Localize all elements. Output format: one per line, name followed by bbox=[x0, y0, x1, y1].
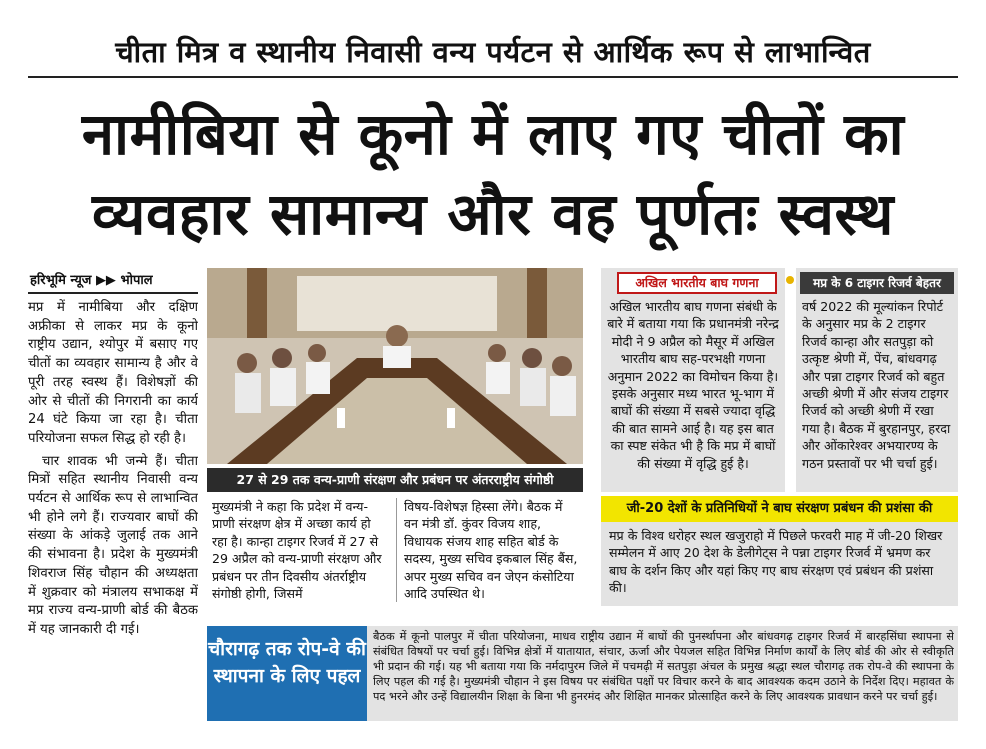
meeting-photo bbox=[207, 268, 583, 464]
tiger-census-tag: अखिल भारतीय बाघ गणना bbox=[617, 272, 777, 294]
tiger-census-text: अखिल भारतीय बाघ गणना संबंधी के बारे में बताया गया कि प्रधानमंत्री नरेन्द्र मोदी ने 9 अप्रैल को मैसूर में अखिल भारतीय बाघ सह-परभक्षी गणना अनुमान 2022 का विमोचन किया है। इसके अनुसार मध्य भारत भू-भाग में बाघों की संख्या में सबसे ज्यादा वृद्धि की बात सामने आई है। यह इस बात का स्पष्ट संकेत भी है कि मप्र में बाघों की संख्या में वृद्धि हुई है। bbox=[607, 299, 779, 471]
main-paragraph-1: मप्र में नामीबिया और दक्षिण अफ्रीका से लाकर मप्र के कूनो राष्ट्रीय उद्यान, श्योपुर में बसाए गए चीतों का व्यवहार सामान्य है और वे पूरी तरह स्वस्थ हैं। विशेषज्ञों की ओर से चीतों की निगरानी का कार्य 24 घंटे किया जा रहा है। चीता परियोजना सफल सिद्ध हो रही है। bbox=[28, 300, 198, 446]
seminar-heading: 27 से 29 तक वन्य-प्राणी संरक्षण और प्रबंधन पर अंतरराष्ट्रीय संगोष्ठी bbox=[207, 468, 583, 492]
main-paragraph-2: चार शावक भी जन्मे हैं। चीता मित्रों सहित स्थानीय निवासी वन्य पर्यटन से आर्थिक रूप से लाभान्वित भी होने लगे हैं। राज्यवार बाघों की संख्या के आंकड़े जुलाई तक आने की संभावना है। प्रदेश के मुख्यमंत्री शिवराज सिंह चौहान की अध्यक्षता में शुक्रवार को मंत्रालय सभाकक्ष में मप्र राज्य वन्य-प्राणी बोर्ड की बैठक में यह जानकारी दी गई। bbox=[28, 453, 198, 637]
meeting-photo-illustration bbox=[207, 268, 583, 464]
dateline: हरिभूमि न्यूज ▶▶ भोपाल bbox=[30, 273, 153, 288]
divider bbox=[28, 292, 198, 294]
column-divider bbox=[396, 498, 397, 602]
kicker-headline: चीता मित्र व स्थानीय निवासी वन्य पर्यटन से आर्थिक रूप से लाभान्वित bbox=[115, 35, 871, 69]
g20-text: मप्र के विश्व धरोहर स्थल खजुराहो में पिछले फरवरी माह में जी-20 शिखर सम्मेलन में आए 20 देश के डेलीगेट्स ने पन्ना टाइगर रिजर्व में भ्रमण कर बाघ के दर्शन किए और यहां किए गए बाघ संरक्षण एवं प्रबंधन की प्रशंसा की। bbox=[609, 528, 943, 596]
main-article-column bbox=[28, 299, 198, 729]
g20-heading: जी-20 देशों के प्रतिनिधियों ने बाघ संरक्षण प्रबंधन की प्रशंसा की bbox=[601, 496, 958, 522]
ropeway-text: बैठक में कूनो पालपुर में चीता परियोजना, माधव राष्ट्रीय उद्यान में बाघों की पुनर्स्थापना और बांधवगढ़ टाइगर रिजर्व में बारहसिंघा स्थापना से संबंधित विषयों पर चर्चा हुई। विभिन्न क्षेत्रों में यातायात, संचार, ऊर्जा और पेयजल सहित विभिन्न निर्माण कार्यों के लिए बोर्ड की ओर से स्वीकृति भी प्रदान की गई। यह भी बताया गया कि नर्मदापुरम जिले में पचमढ़ी में सतपुड़ा अंचल के प्रमुख श्रद्धा स्थल चौरागढ़ तक रोप-वे की स्थापना के लिए पहल की गई है। मुख्यमंत्री चौहान ने इस विषय पर संबंधित पक्षों पर विचार करने के बाद आवश्यक कदम उठाने के निर्देश दिए। महावत के पद भरने और उन्हें विद्यालयीन शिक्षा के बिना भी हुनरमंद और शिक्षित मानकर प्रोत्साहित करने के लिए आवश्यक प्रावधान करने पर चर्चा हुई। bbox=[373, 630, 954, 703]
ropeway-heading: चौरागढ़ तक रोप-वे की स्थापना के लिए पहल bbox=[207, 626, 367, 721]
bullet-dot-icon bbox=[786, 276, 794, 284]
main-headline-line2: व्यवहार सामान्य और वह पूर्णतः स्वस्थ bbox=[92, 180, 894, 248]
divider bbox=[28, 76, 958, 78]
tiger-reserves-text: वर्ष 2022 की मूल्यांकन रिपोर्ट के अनुसार मप्र के 2 टाइगर रिजर्व कान्हा और सतपुड़ा को उत्कृष्ट श्रेणी में, पेंच, बांधवगढ़ और पन्ना टाइगर रिजर्व को बहुत अच्छी श्रेणी में और संजय टाइगर रिजर्व को अच्छी श्रेणी में रखा गया है। बैठक में बुरहानपुर, हरदा और ओंकारेश्वर अभयारण्य के गठन प्रस्तावों पर भी चर्चा हुई। bbox=[802, 299, 951, 471]
tiger-reserves-tag: मप्र के 6 टाइगर रिजर्व बेहतर bbox=[800, 272, 954, 294]
main-headline-line1: नामीबिया से कूनो में लाए गए चीतों का bbox=[81, 100, 905, 168]
seminar-column-2: विषय-विशेषज्ञ हिस्सा लेंगे। बैठक में वन मंत्री डॉ. कुंवर विजय शाह, विधायक संजय शाह सहित बोर्ड के सदस्य, मुख्य सचिव इकबाल सिंह बैंस, अपर मुख्य सचिव वन जेएन कंसोटिया आदि उपस्थित थे। bbox=[404, 499, 578, 602]
seminar-column-1: मुख्यमंत्री ने कहा कि प्रदेश में वन्य-प्राणी संरक्षण क्षेत्र में अच्छा कार्य हो रहा है। कान्हा टाइगर रिजर्व में 27 से 29 अप्रैल को वन्य-प्राणी संरक्षण और प्रबंधन पर तीन दिवसीय अंतर्राष्ट्रीय संगोष्ठी होगी, जिसमें bbox=[212, 499, 382, 602]
